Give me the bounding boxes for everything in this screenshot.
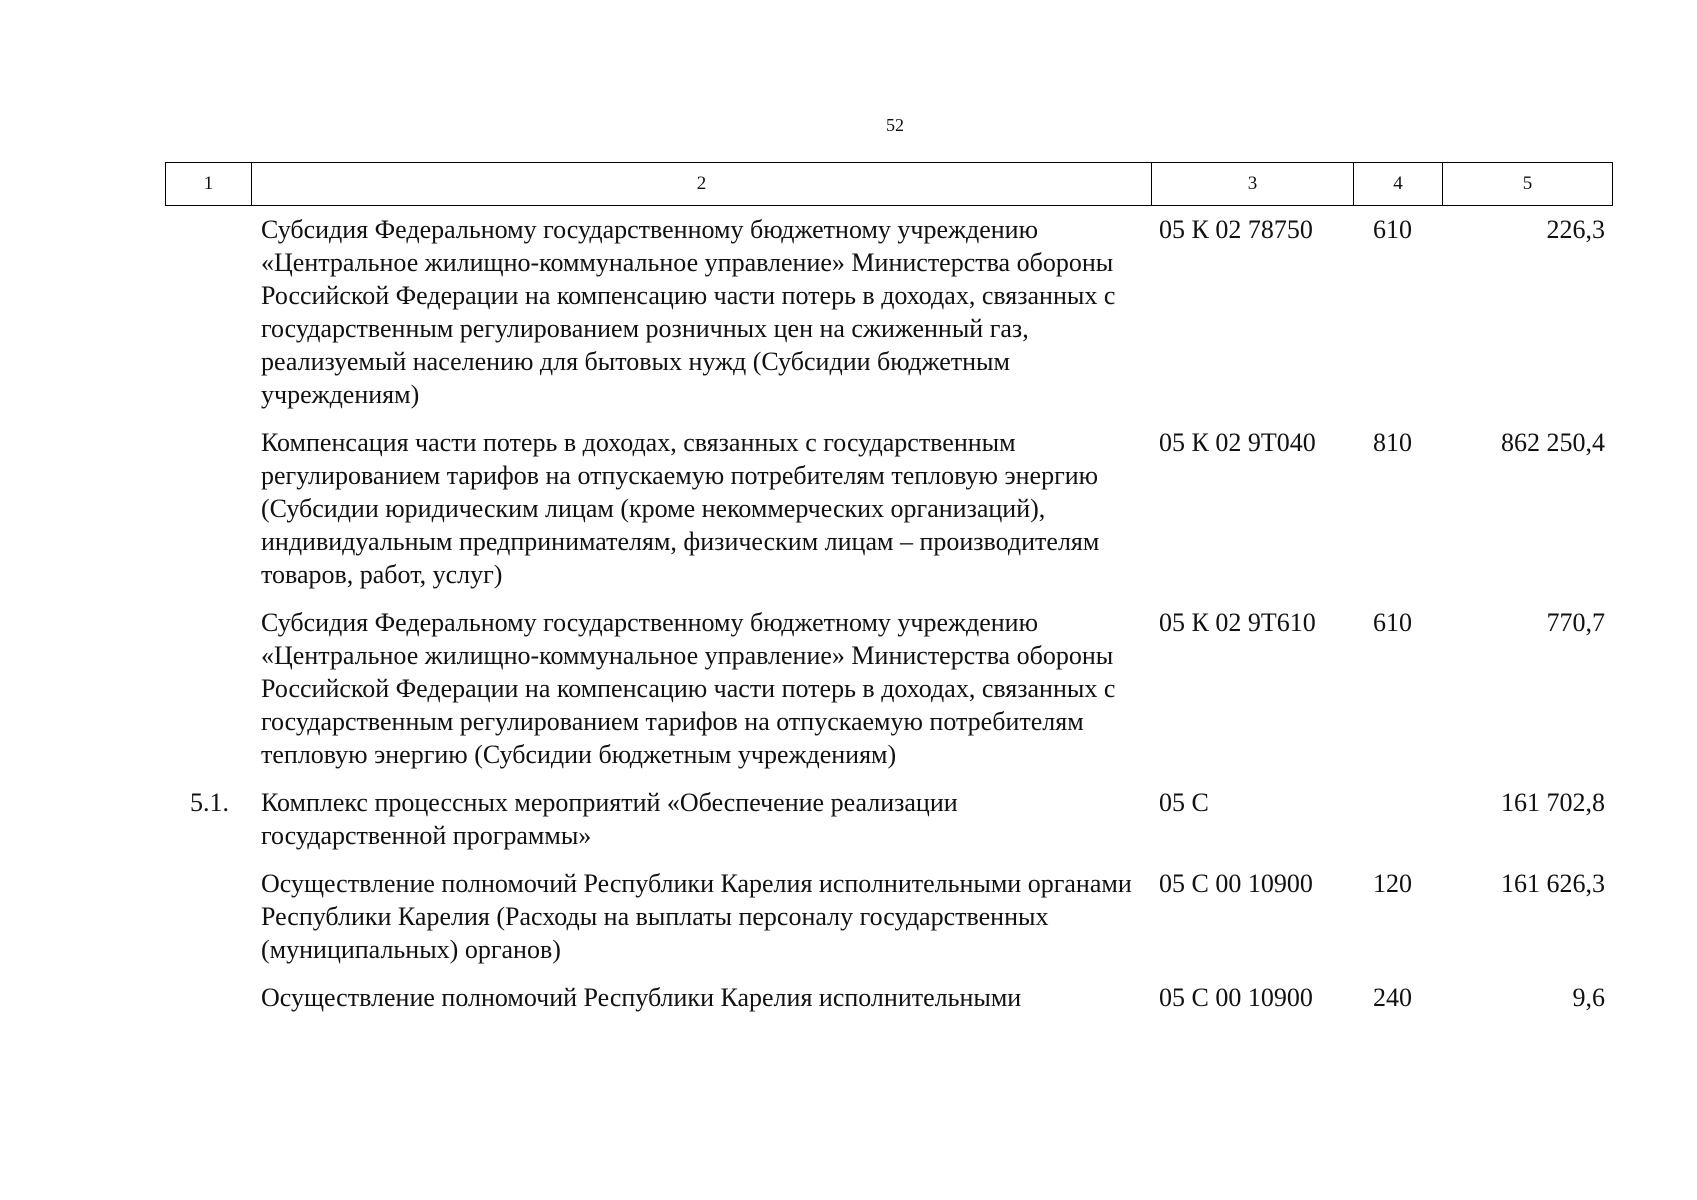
table-header	[165, 162, 1613, 206]
row-number	[165, 606, 251, 771]
row-number	[165, 867, 251, 966]
table-row	[165, 867, 1613, 966]
table-row	[165, 213, 1613, 411]
row-description: Субсидия Федеральному государственному бюджетному учреждению «Центральное жилищно-коммунальное управление» Министерства обороны Российской Федерации на компенсацию части потерь в доходах, связанных с государственным регулированием тарифов на отпускаемую потребителям тепловую энергию (Субсидии бюджетным учреждениям)	[261, 608, 1116, 769]
row-number	[165, 213, 251, 411]
row-type: 240	[1373, 983, 1412, 1012]
row-amount: 9,6	[1572, 983, 1605, 1012]
row-code: 05 С 00 10900	[1159, 869, 1313, 898]
row-description: Комплекс процессных мероприятий «Обеспечение реализации государственной программы»	[261, 788, 958, 850]
table-row	[165, 981, 1613, 1014]
page-number: 52	[886, 115, 904, 135]
row-description: Осуществление полномочий Республики Карелия исполнительными органами Республики Карелия (Расходы на выплаты персоналу государственных (муниципальных) органов)	[261, 869, 1132, 964]
row-type	[1353, 786, 1442, 852]
row-code: 05 С	[1159, 788, 1209, 817]
column-header-4: 4	[1354, 163, 1443, 205]
row-type: 810	[1373, 428, 1412, 457]
row-amount: 770,7	[1546, 608, 1605, 637]
row-code: 05 К 02 9Т610	[1159, 608, 1316, 637]
table-row	[165, 606, 1613, 771]
row-type: 610	[1373, 215, 1412, 244]
row-code: 05 С 00 10900	[1159, 983, 1313, 1012]
row-amount: 161 702,8	[1501, 788, 1605, 817]
row-type: 120	[1373, 869, 1412, 898]
row-code: 05 К 02 78750	[1159, 215, 1313, 244]
row-amount: 862 250,4	[1501, 428, 1605, 457]
table-row	[165, 786, 1613, 852]
row-number	[165, 426, 251, 591]
column-header-5: 5	[1522, 173, 1533, 194]
row-number: 5.1.	[190, 788, 229, 817]
table-body	[165, 213, 1613, 1029]
row-amount: 226,3	[1546, 215, 1605, 244]
row-number	[165, 981, 251, 1014]
row-type: 610	[1373, 608, 1412, 637]
row-code: 05 К 02 9Т040	[1159, 428, 1316, 457]
table-row	[165, 426, 1613, 591]
row-description: Субсидия Федеральному государственному бюджетному учреждению «Центральное жилищно-коммунальное управление» Министерства обороны Российской Федерации на компенсацию части потерь в доходах, связанных с государственным регулированием розничных цен на сжиженный газ, реализуемый населению для бытовых нужд (Субсидии бюджетным учреждениям)	[261, 215, 1116, 409]
row-description: Осуществление полномочий Республики Карелия исполнительными	[261, 983, 1022, 1012]
column-header-1: 1	[166, 163, 252, 205]
row-description: Компенсация части потерь в доходах, связанных с государственным регулированием тарифов на отпускаемую потребителям тепловую энергию (Субсидии юридическим лицам (кроме некоммерческих организаций), индивидуальным предпринимателям, физическим лицам – производителям товаров, работ, услуг)	[261, 428, 1100, 589]
column-header-2: 2	[252, 163, 1152, 205]
column-header-3: 3	[1152, 163, 1354, 205]
row-amount: 161 626,3	[1501, 869, 1605, 898]
